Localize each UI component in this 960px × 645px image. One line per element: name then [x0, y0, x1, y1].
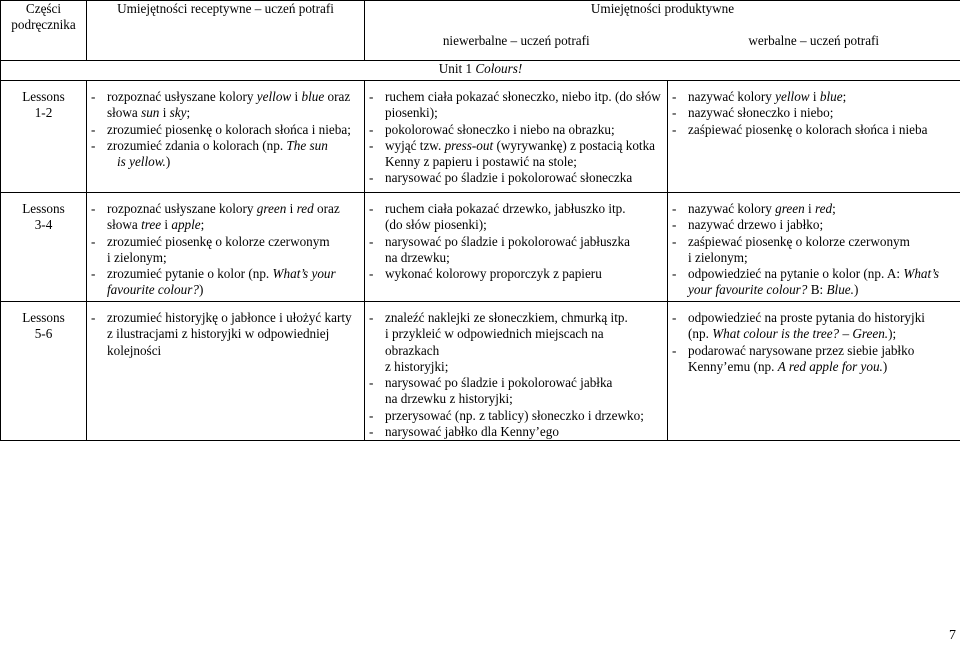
bullet-continuation — [672, 250, 954, 266]
bullet-item — [369, 122, 661, 138]
bullet-dash: - — [672, 233, 677, 249]
bullet-item — [672, 217, 954, 233]
lesson-number: 5-6 — [34, 326, 53, 342]
bullet-dash: - — [672, 105, 677, 121]
text-run: ruchem ciała pokazać drzewko, jabłuszko itp. — [385, 201, 626, 216]
bullet-dash: - — [91, 233, 96, 249]
bullet-item — [369, 170, 661, 186]
text-run: pokolorować słoneczko i niebo na obrazku; — [385, 121, 615, 137]
italic-run: press-out — [444, 137, 494, 153]
bullet-dash: - — [672, 310, 677, 325]
bullet-dash: - — [91, 266, 96, 282]
page-number: 7 — [949, 628, 956, 643]
text-run: ; — [200, 217, 205, 233]
italic-run: blue — [819, 89, 843, 104]
nonverbal-cell — [365, 302, 668, 441]
bullet-item — [91, 122, 358, 138]
text-run: zrozumieć piosenkę o kolorach słońca i nieba; — [107, 121, 351, 137]
bullet-dash: - — [91, 121, 96, 137]
bullet-item — [369, 234, 661, 250]
italic-run: blue — [301, 89, 325, 104]
text-run: oraz — [324, 89, 351, 104]
text-run: narysować po śladzie i pokolorować słoneczka — [385, 170, 633, 186]
bullet-item — [369, 201, 661, 217]
header-nonverbal: niewerbalne – uczeń potrafi — [365, 33, 668, 61]
text-run: ; — [186, 105, 191, 121]
bullet-continuation — [672, 282, 954, 298]
italic-run: green — [256, 201, 287, 216]
text-run: i — [809, 89, 820, 104]
bullet-item — [369, 138, 661, 154]
italic-run: What’s your — [272, 266, 336, 282]
bullet-item — [91, 89, 358, 105]
text-run: i — [804, 201, 815, 216]
bullet-continuation — [369, 359, 661, 375]
bullet-continuation — [91, 217, 358, 233]
header-verbal: werbalne – uczeń potrafi — [668, 33, 960, 61]
bullet-continuation — [91, 343, 358, 359]
bullet-item — [369, 310, 661, 326]
bullet-item — [672, 201, 954, 217]
unit-prefix: Unit 1 — [438, 61, 476, 76]
italic-run: yellow — [256, 89, 292, 104]
bullet-dash: - — [672, 342, 677, 358]
italic-run: sky — [169, 105, 187, 121]
bullet-item — [672, 105, 954, 121]
text-run: zaśpiewać piosenkę o kolorach słońca i nieba — [688, 121, 928, 137]
text-run: i zielonym; — [107, 249, 167, 265]
text-run: (do słów piosenki); — [385, 217, 487, 233]
bullet-continuation — [91, 105, 358, 121]
text-run: odpowiedzieć na proste pytania do historyjki — [688, 310, 925, 325]
text-run: narysować po śladzie i pokolorować jabłka — [385, 375, 613, 391]
italic-run: A red apple for you. — [777, 358, 883, 374]
text-run: piosenki); — [385, 105, 438, 121]
bullet-continuation — [369, 217, 661, 233]
text-run: ) — [165, 154, 171, 170]
text-run: nazywać kolory — [688, 201, 776, 216]
bullet-item — [91, 310, 358, 326]
bullet-continuation — [91, 154, 358, 170]
bullet-item — [672, 266, 954, 282]
italic-run: What’s — [903, 266, 940, 282]
text-run: zaśpiewać piosenkę o kolorze czerwonym — [688, 233, 910, 249]
lesson-label: Lessons — [22, 201, 65, 216]
verbal-cell — [668, 81, 960, 193]
bullet-dash: - — [369, 375, 374, 391]
bullet-dash: - — [369, 424, 374, 440]
italic-run: Blue. — [826, 282, 854, 298]
text-run: (np. — [688, 326, 713, 342]
text-run: nazywać kolory — [688, 89, 776, 104]
verbal-cell — [668, 302, 960, 441]
text-run: narysować po śladzie i pokolorować jabłuszka — [385, 233, 630, 249]
bullet-dash: - — [672, 201, 677, 216]
bullet-dash: - — [91, 89, 96, 104]
row-lessons-3-4 — [1, 193, 960, 302]
text-run: ruchem ciała pokazać słoneczko, niebo itp. (do słów — [385, 89, 661, 104]
receptive-cell — [87, 302, 365, 441]
italic-run: The sun — [286, 137, 328, 153]
bullet-continuation — [91, 282, 358, 298]
text-run: zrozumieć zdania o kolorach (np. — [107, 137, 287, 153]
receptive-cell — [87, 193, 365, 302]
bullet-item — [369, 424, 661, 440]
bullet-item — [91, 138, 358, 154]
italic-run: yellow — [775, 89, 810, 104]
text-run: rozpoznać usłyszane kolory — [107, 201, 257, 216]
lesson-number: 3-4 — [34, 217, 53, 233]
text-run: oraz — [313, 201, 340, 216]
bullet-dash: - — [91, 201, 96, 216]
bullet-continuation — [91, 326, 358, 342]
italic-run: tree — [141, 217, 162, 233]
text-run: B: — [807, 282, 827, 298]
lesson-cell — [1, 81, 87, 193]
italic-run: your favourite colour? — [688, 282, 808, 298]
italic-run: Green. — [852, 326, 889, 342]
text-run: Kenny z papieru i postawić na stole; — [385, 154, 577, 170]
bullet-item — [91, 266, 358, 282]
bullet-dash: - — [369, 89, 374, 104]
text-run: ; — [842, 89, 847, 104]
row-lessons-1-2 — [1, 81, 960, 193]
bullet-dash: - — [369, 233, 374, 249]
text-run: przerysować (np. z tablicy) słoneczko i drzewko; — [385, 407, 644, 423]
bullet-dash: - — [369, 170, 374, 186]
bullet-continuation — [672, 326, 954, 342]
lesson-cell — [1, 193, 87, 302]
bullet-item — [369, 266, 661, 282]
text-run: – — [839, 326, 853, 342]
text-run: podarować narysowane przez siebie jabłko — [688, 342, 915, 358]
bullet-item — [672, 343, 954, 359]
text-run: słowa — [107, 105, 142, 121]
header-parts-line2: podręcznika — [11, 17, 76, 33]
bullet-item — [91, 234, 358, 250]
text-run: ; — [832, 201, 836, 216]
text-run: nazywać drzewo i jabłko; — [688, 217, 824, 233]
text-run: rozpoznać usłyszane kolory — [107, 89, 257, 104]
bullet-continuation — [369, 105, 661, 121]
bullet-continuation — [91, 250, 358, 266]
text-run: ) — [198, 282, 204, 298]
text-run: odpowiedzieć na pytanie o kolor (np. A: — [688, 266, 904, 282]
text-run: na drzewku; — [385, 249, 450, 265]
header-productive: Umiejętności produktywne — [365, 1, 960, 33]
text-run: wykonać kolorowy proporczyk z papieru — [385, 266, 602, 282]
text-run: wyjąć tzw. — [385, 137, 445, 153]
bullet-dash: - — [369, 137, 374, 153]
row-lessons-5-6 — [1, 302, 960, 441]
unit-title — [1, 61, 960, 81]
text-run: i — [159, 105, 170, 121]
header-receptive: Umiejętności receptywne – uczeń potrafi — [87, 1, 365, 61]
text-run: nazywać słoneczko i niebo; — [688, 105, 834, 121]
text-run: z ilustracjami z historyjki w odpowiedniej — [107, 326, 330, 342]
text-run: i przykleić w odpowiednich miejscach na obrazkach — [385, 326, 604, 358]
nonverbal-cell — [365, 193, 668, 302]
text-run: ) — [853, 282, 859, 298]
nonverbal-cell — [365, 81, 668, 193]
bullet-item — [91, 201, 358, 217]
bullet-item — [369, 375, 661, 391]
text-run: i — [291, 89, 302, 104]
header-parts — [1, 1, 87, 61]
bullet-item — [672, 89, 954, 105]
text-run: na drzewku z historyjki; — [385, 391, 513, 407]
bullet-dash: - — [672, 217, 677, 233]
text-run: ); — [888, 326, 897, 342]
text-run: znaleźć naklejki ze słoneczkiem, chmurką itp. — [385, 310, 628, 325]
lesson-label: Lessons — [22, 89, 65, 104]
bullet-dash: - — [91, 310, 96, 325]
text-run: słowa — [107, 217, 142, 233]
italic-run: green — [775, 201, 805, 216]
text-run: kolejności — [107, 342, 162, 358]
bullet-continuation — [369, 326, 661, 359]
bullet-item — [672, 122, 954, 138]
bullet-dash: - — [672, 89, 677, 104]
text-run: zrozumieć historyjkę o jabłonce i ułożyć karty — [107, 310, 352, 325]
bullet-item — [369, 408, 661, 424]
italic-run: What colour is the tree? — [712, 326, 840, 342]
bullet-dash: - — [369, 266, 374, 282]
text-run: i zielonym; — [688, 249, 748, 265]
bullet-dash: - — [369, 121, 374, 137]
text-run: i — [161, 217, 172, 233]
header-parts-line1: Części — [25, 1, 62, 16]
italic-run: favourite colour? — [107, 282, 199, 298]
bullet-continuation — [369, 154, 661, 170]
italic-run: is yellow. — [117, 154, 166, 170]
lesson-cell — [1, 302, 87, 441]
lesson-number: 1-2 — [34, 105, 53, 121]
bullet-continuation — [369, 250, 661, 266]
italic-run: red — [296, 201, 314, 216]
lesson-label: Lessons — [22, 310, 65, 325]
bullet-item — [369, 89, 661, 105]
bullet-dash: - — [672, 266, 677, 282]
text-run: zrozumieć pytanie o kolor (np. — [107, 266, 273, 282]
bullet-dash: - — [369, 407, 374, 423]
italic-run: sun — [141, 105, 160, 121]
text-run: (wyrywankę) z postacią kotka — [493, 137, 656, 153]
text-run: narysować jabłko dla Kenny’ego — [385, 424, 559, 440]
bullet-dash: - — [369, 310, 374, 325]
bullet-continuation — [369, 391, 661, 407]
bullet-dash: - — [369, 201, 374, 216]
bullet-item — [672, 310, 954, 326]
text-run: ) — [882, 358, 888, 374]
bullet-dash: - — [672, 121, 677, 137]
bullet-dash: - — [91, 137, 96, 153]
bullet-item — [672, 234, 954, 250]
italic-run: red — [814, 201, 833, 216]
receptive-cell — [87, 81, 365, 193]
italic-run: apple — [171, 217, 201, 233]
unit-name: Colours! — [475, 61, 523, 76]
text-run: i — [286, 201, 297, 216]
text-run: zrozumieć piosenkę o kolorze czerwonym — [107, 233, 330, 249]
verbal-cell — [668, 193, 960, 302]
text-run: z historyjki; — [385, 358, 449, 374]
bullet-continuation — [672, 359, 954, 375]
text-run: Kenny’emu (np. — [688, 358, 778, 374]
